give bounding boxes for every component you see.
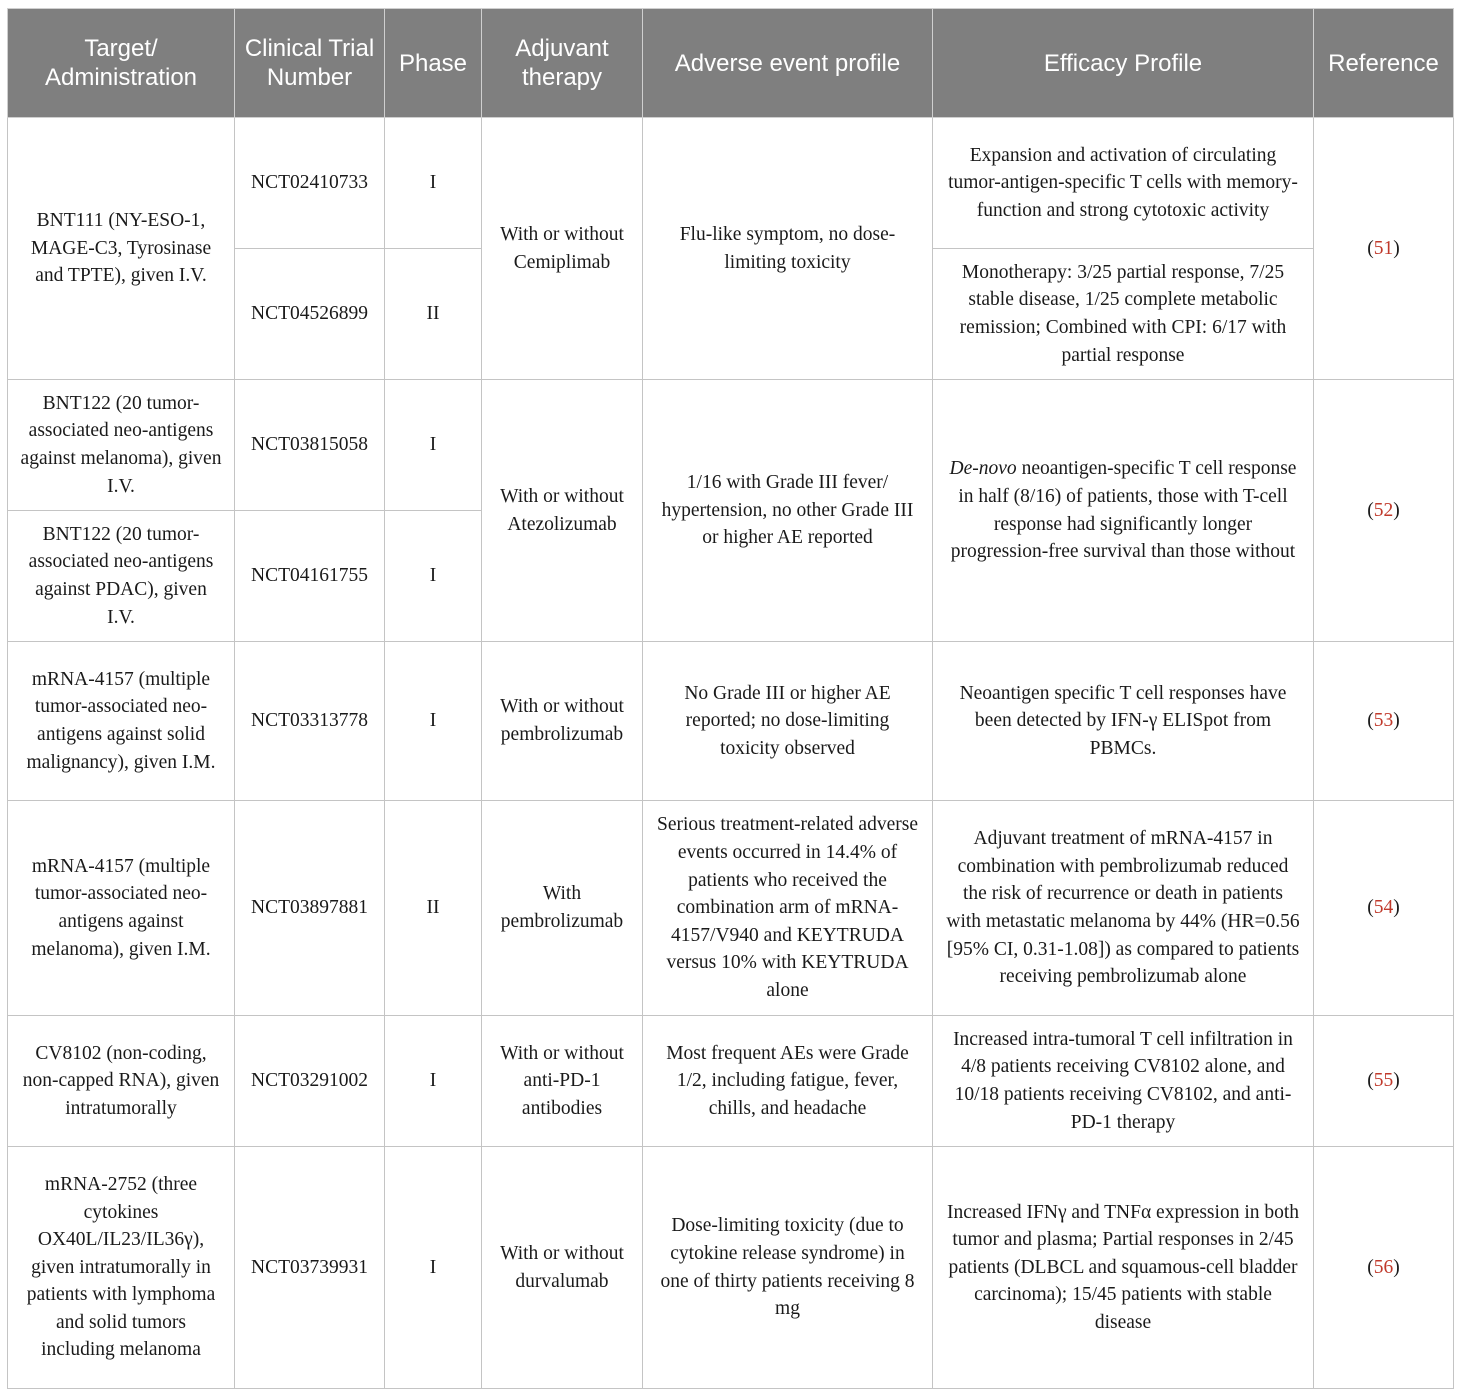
trial-number-cell: NCT03897881	[235, 801, 385, 1016]
target-cell: mRNA-2752 (three cytokines OX40L/IL23/IL36γ), given intratumorally in patients with lymphoma and solid tumors including melanoma	[8, 1147, 235, 1389]
target-cell: CV8102 (non-coding, non-capped RNA), given intratumorally	[8, 1016, 235, 1147]
table-row	[8, 801, 1454, 1016]
header-row	[8, 9, 1454, 118]
phase-cell: I	[385, 642, 482, 801]
efficacy-italic-term: De-novo	[949, 458, 1017, 480]
trial-number-cell: NCT03815058	[235, 380, 385, 511]
reference-cell: (55)	[1314, 1016, 1454, 1147]
efficacy-cell: Adjuvant treatment of mRNA-4157 in combination with pembrolizumab reduced the risk of recurrence or death in patients with metastatic melanoma by 44% (HR=0.56 [95% CI, 0.31-1.08]) as compared to patients receiving pembrolizumab alone	[933, 801, 1314, 1016]
adverse-event-cell: No Grade III or higher AE reported; no dose-limiting toxicity observed	[643, 642, 933, 801]
adjuvant-therapy-cell: With or without anti-PD-1 antibodies	[482, 1016, 643, 1147]
trial-number-cell: NCT03739931	[235, 1147, 385, 1389]
adjuvant-therapy-cell: With pembrolizumab	[482, 801, 643, 1016]
adverse-event-cell: Flu-like symptom, no dose-limiting toxicity	[643, 118, 933, 380]
efficacy-cell: Monotherapy: 3/25 partial response, 7/25 stable disease, 1/25 complete metabolic remission; Combined with CPI: 6/17 with partial response	[933, 249, 1314, 380]
reference-cell: (52)	[1314, 380, 1454, 642]
efficacy-cell: Neoantigen specific T cell responses have been detected by IFN-γ ELISpot from PBMCs.	[933, 642, 1314, 801]
reference-cell: (54)	[1314, 801, 1454, 1016]
efficacy-cell: Expansion and activation of circulating tumor-antigen-specific T cells with memory-function and strong cytotoxic activity	[933, 118, 1314, 249]
adverse-event-cell: 1/16 with Grade III fever/ hypertension, no other Grade III or higher AE reported	[643, 380, 933, 642]
trial-number-cell: NCT03313778	[235, 642, 385, 801]
phase-cell: I	[385, 1147, 482, 1389]
header-target: Target/ Administration	[8, 9, 235, 118]
trial-number-cell: NCT02410733	[235, 118, 385, 249]
header-adverse-event-profile: Adverse event profile	[643, 9, 933, 118]
reference-cell: (56)	[1314, 1147, 1454, 1389]
target-cell: mRNA-4157 (multiple tumor-associated neo-antigens against solid malignancy), given I.M.	[8, 642, 235, 801]
phase-cell: I	[385, 511, 482, 642]
target-cell: BNT122 (20 tumor-associated neo-antigens against PDAC), given I.V.	[8, 511, 235, 642]
adverse-event-cell: Most frequent AEs were Grade 1/2, including fatigue, fever, chills, and headache	[643, 1016, 933, 1147]
adverse-event-cell: Dose-limiting toxicity (due to cytokine release syndrome) in one of thirty patients receiving 8 mg	[643, 1147, 933, 1389]
phase-cell: I	[385, 118, 482, 249]
adjuvant-therapy-cell: With or without durvalumab	[482, 1147, 643, 1389]
reference-cell: (51)	[1314, 118, 1454, 380]
adjuvant-therapy-cell: With or without Atezolizumab	[482, 380, 643, 642]
adjuvant-therapy-cell: With or without Cemiplimab	[482, 118, 643, 380]
clinical-trials-table	[7, 8, 1454, 1389]
target-cell: BNT122 (20 tumor-associated neo-antigens against melanoma), given I.V.	[8, 380, 235, 511]
efficacy-cell: Increased IFNγ and TNFα expression in both tumor and plasma; Partial responses in 2/45 patients (DLBCL and squamous-cell bladder carcinoma); 15/45 patients with stable disease	[933, 1147, 1314, 1389]
header-efficacy-profile: Efficacy Profile	[933, 9, 1314, 118]
reference-link[interactable]: 55	[1373, 1070, 1394, 1092]
header-phase: Phase	[385, 9, 482, 118]
header-reference: Reference	[1314, 9, 1454, 118]
reference-link[interactable]: 51	[1373, 237, 1394, 259]
table-row	[8, 1016, 1454, 1147]
header-adjuvant-therapy: Adjuvant therapy	[482, 9, 643, 118]
reference-cell: (53)	[1314, 642, 1454, 801]
adverse-event-cell: Serious treatment-related adverse events occurred in 14.4% of patients who received the combination arm of mRNA-4157/V940 and KEYTRUDA versus 10% with KEYTRUDA alone	[643, 801, 933, 1016]
phase-cell: II	[385, 249, 482, 380]
table-row	[8, 380, 1454, 511]
table-row	[8, 1147, 1454, 1389]
efficacy-text: neoantigen-specific T cell response in half (8/16) of patients, those with T-cell response had significantly longer progression-free survival than those without	[950, 458, 1297, 563]
table-row	[8, 118, 1454, 249]
reference-link[interactable]: 53	[1373, 710, 1394, 732]
adjuvant-therapy-cell: With or without pembrolizumab	[482, 642, 643, 801]
table-row	[8, 642, 1454, 801]
reference-link[interactable]: 54	[1373, 897, 1394, 919]
target-cell: mRNA-4157 (multiple tumor-associated neo-antigens against melanoma), given I.M.	[8, 801, 235, 1016]
trial-number-cell: NCT04526899	[235, 249, 385, 380]
efficacy-cell	[933, 380, 1314, 642]
efficacy-cell: Increased intra-tumoral T cell infiltration in 4/8 patients receiving CV8102 alone, and 10/18 patients receiving CV8102, and anti-PD-1 therapy	[933, 1016, 1314, 1147]
phase-cell: I	[385, 1016, 482, 1147]
trial-number-cell: NCT03291002	[235, 1016, 385, 1147]
header-trial-number: Clinical Trial Number	[235, 9, 385, 118]
phase-cell: II	[385, 801, 482, 1016]
target-cell: BNT111 (NY-ESO-1, MAGE-C3, Tyrosinase and TPTE), given I.V.	[8, 118, 235, 380]
trial-number-cell: NCT04161755	[235, 511, 385, 642]
reference-link[interactable]: 56	[1373, 1256, 1394, 1278]
reference-link[interactable]: 52	[1373, 499, 1394, 521]
phase-cell: I	[385, 380, 482, 511]
